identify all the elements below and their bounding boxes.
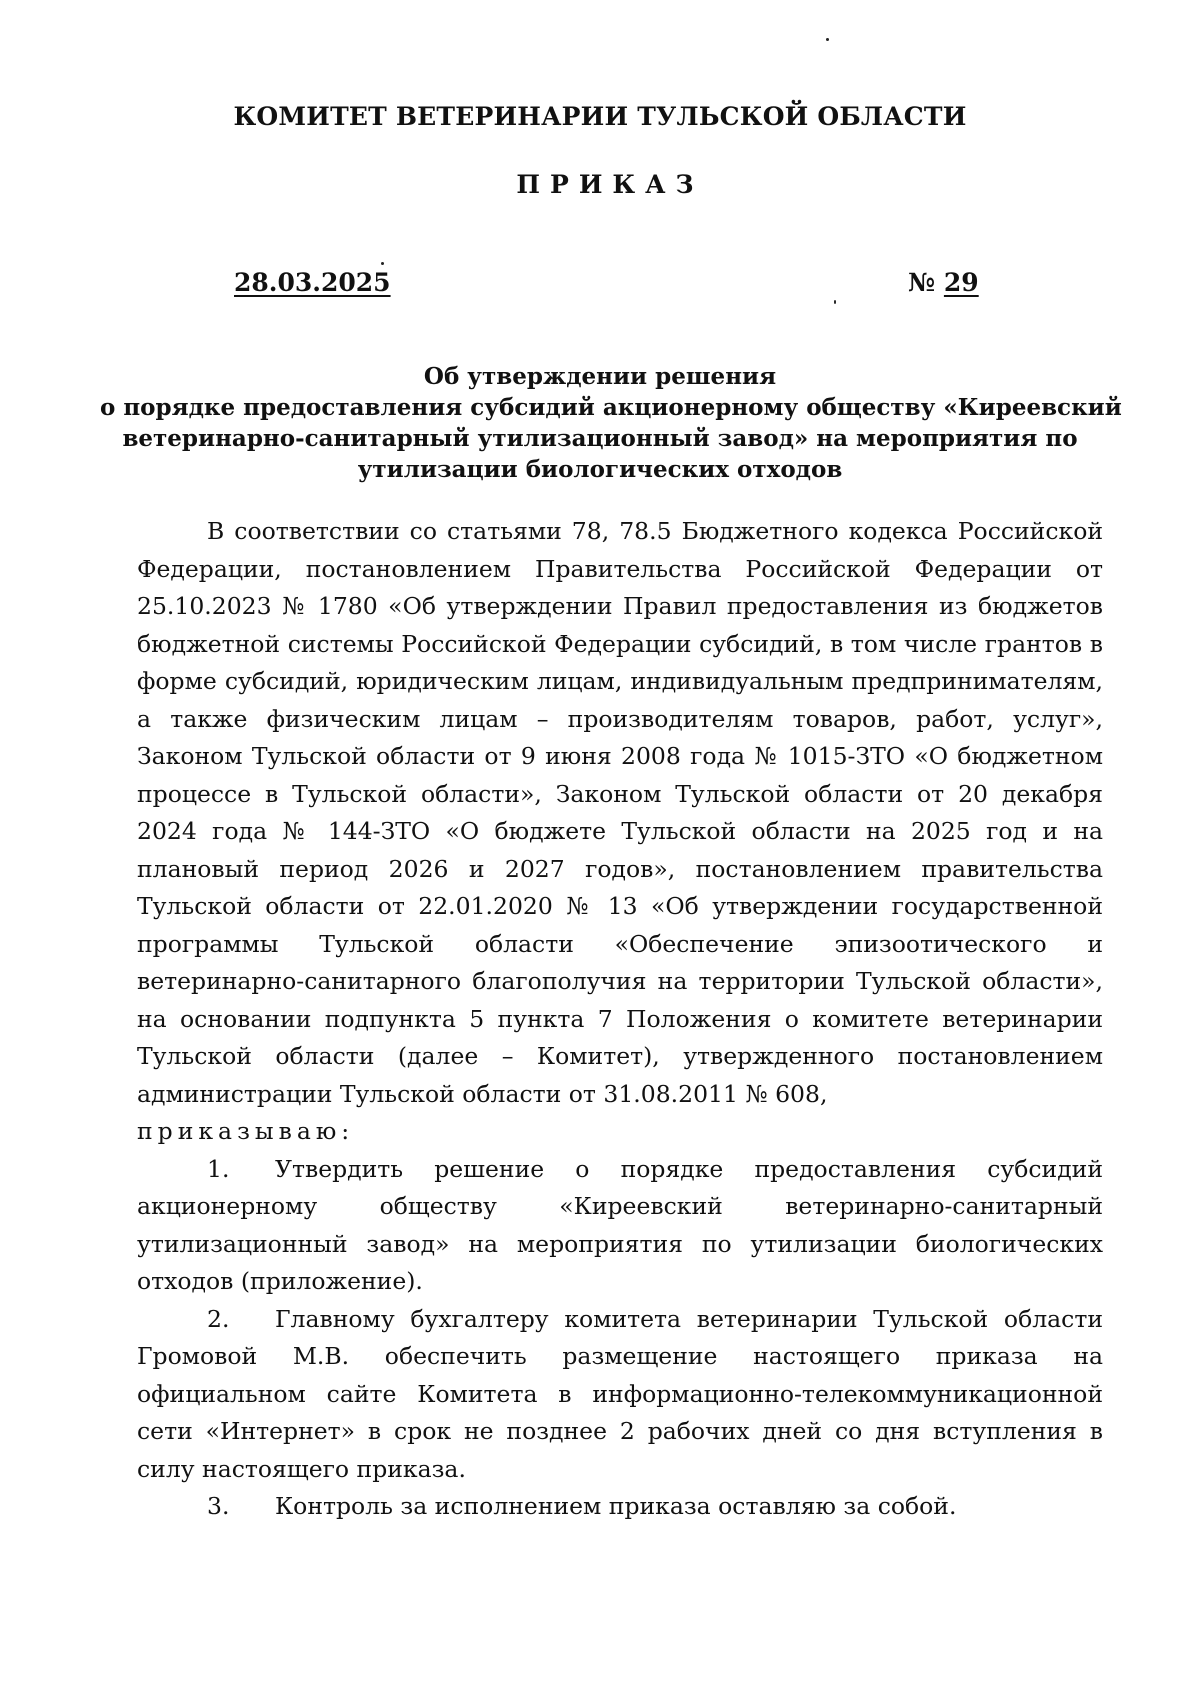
preamble-paragraph: В соответствии со статьями 78, 78.5 Бюджетного кодекса Российской Федерации, постановлением Правительства Российской Федерации от 25.10.2023 № 1780 «Об утверждении Правил предоставления из бюджетов бюджетной системы Российской Федерации субсидий, в том числе грантов в форме субсидий, юридическим лицам, индивидуальным предпринимателям, а также физическим лицам – производителям товаров, работ, услуг», Законом Тульской области от 9 июня 2008 года № 1015-ЗТО «О бюджетном процессе в Тульской области», Законом Тульской области от 20 декабря 2024 года № 144-ЗТО «О бюджете Тульской области на 2025 год и на плановый период 2026 и 2027 годов», постановлением правительства Тульской области от 22.01.2020 № 13 «Об утверждении государственной программы Тульской области «Обеспечение эпизоотического и ветеринарно-санитарного благополучия на территории Тульской области», на основании подпункта 5 пункта 7 Положения о комитете ветеринарии Тульской области (далее – Комитет), утвержденного постановлением администрации Тульской области от 31.08.2011 № 608, (137, 517, 1103, 1108)
scan-speck (834, 300, 836, 304)
subject-line: о порядке предоставления субсидий акционерному обществу «Киреевский (100, 394, 1122, 421)
subject-line: утилизации биологических отходов (357, 456, 843, 483)
order-word-paragraph (137, 1113, 1103, 1151)
order-item (137, 1488, 1103, 1526)
item-index: 1. (207, 1154, 230, 1183)
scan-speck (381, 262, 384, 265)
item-index: 2. (207, 1304, 230, 1333)
order-body (137, 513, 1103, 1526)
order-subject (100, 361, 1122, 485)
order-item (137, 1151, 1103, 1301)
document-type: ПРИКАЗ (516, 170, 704, 199)
subject-line: Об утверждении решения (423, 363, 777, 390)
organization-title: КОМИТЕТ ВЕТЕРИНАРИИ ТУЛЬСКОЙ ОБЛАСТИ (233, 102, 967, 131)
item-index: 3. (207, 1492, 230, 1520)
order-item (137, 1301, 1103, 1489)
subject-line: ветеринарно-санитарный утилизационный завод» на мероприятия по (122, 425, 1078, 452)
item-text: Контроль за исполнением приказа оставляю за собой. (275, 1492, 957, 1520)
item-text: Главному бухгалтеру комитета ветеринарии Тульской области Громовой М.В. обеспечить размещение настоящего приказа на официальном сайте Комитета в информационно-телекоммуникационной сети «Интернет» в срок не позднее 2 рабочих дней со дня вступления в силу настоящего приказа. (137, 1304, 1103, 1483)
scan-speck (826, 38, 829, 41)
item-text: Утвердить решение о порядке предоставления субсидий акционерному обществу «Киреевский ветеринарно-санитарный утилизационный завод» на мероприятия по утилизации биологических отходов (приложение). (137, 1154, 1103, 1295)
number-sign: № (908, 268, 936, 297)
order-number (908, 268, 979, 297)
number-value: 29 (943, 268, 979, 297)
order-word: приказываю: (137, 1117, 355, 1145)
order-date: 28.03.2025 (234, 268, 391, 297)
